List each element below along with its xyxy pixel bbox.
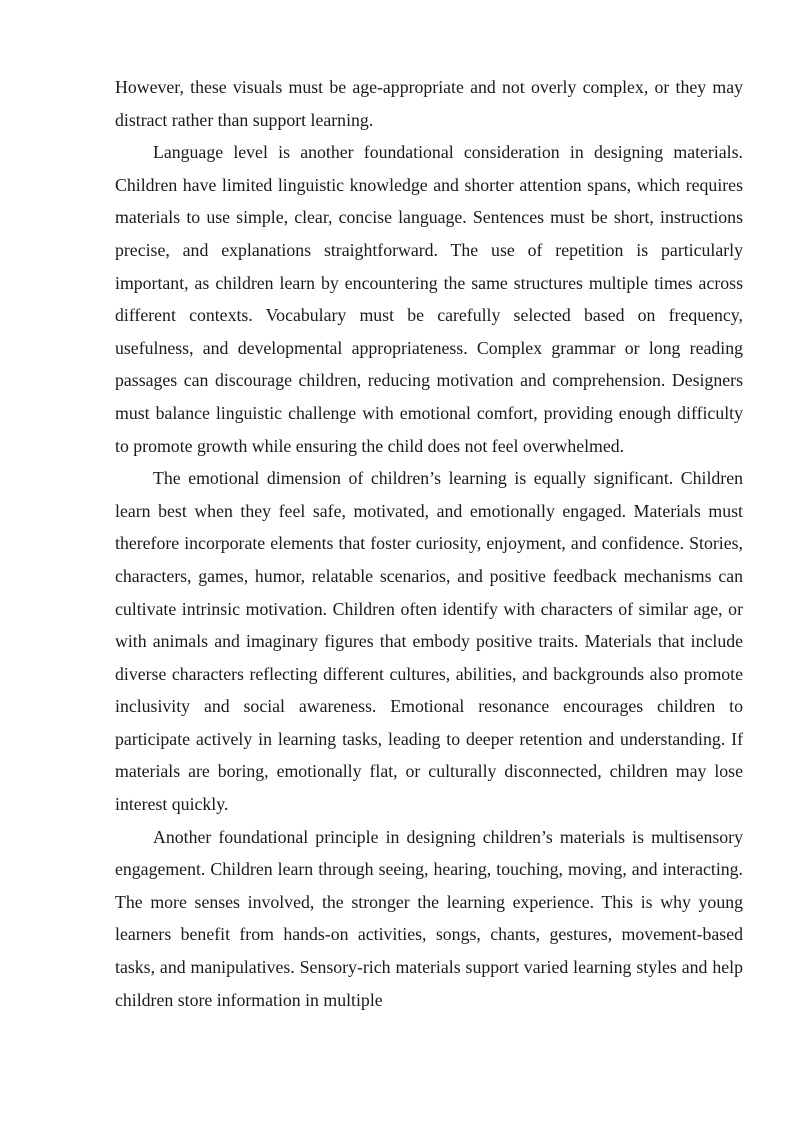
paragraph-emotional-dimension: The emotional dimension of children’s learning is equally significant. Children learn best when they feel safe, motivated, and emotionally engaged. Materials must therefore incorporate elements that foster curiosity, enjoyment, and confidence. Stories, characters, games, humor, relatable scenarios, and positive feedback mechanisms can cultivate intrinsic motivation. Children often identify with characters of similar age, or with animals and imaginary figures that embody positive traits. Materials that include diverse characters reflecting different cultures, abilities, and backgrounds also promote inclusivity and social awareness. Emotional resonance encourages children to participate actively in learning tasks, leading to deeper retention and understanding. If materials are boring, emotionally flat, or culturally disconnected, children may lose interest quickly. xyxy=(115,468,743,815)
paragraph-continuation: However, these visuals must be age-appropriate and not overly complex, or they may distract rather than support learning. xyxy=(115,77,743,130)
paragraph-language-level: Language level is another foundational consideration in designing materials. Children have limited linguistic knowledge and shorter attention spans, which requires materials to use simple, clear, concise language. Sentences must be short, instructions precise, and explanations straightforward. The use of repetition is particularly important, as children learn by encountering the same structures multiple times across different contexts. Vocabulary must be carefully selected based on frequency, usefulness, and developmental appropriateness. Complex grammar or long reading passages can discourage children, reducing motivation and comprehension. Designers must balance linguistic challenge with emotional comfort, providing enough difficulty to promote growth while ensuring the child does not feel overwhelmed. xyxy=(115,142,743,456)
paragraph-multisensory-engagement: Another foundational principle in designing children’s materials is multisensory engagement. Children learn through seeing, hearing, touching, moving, and interacting. The more senses involved, the stronger the learning experience. This is why young learners benefit from hands-on activities, songs, chants, gestures, movement-based tasks, and manipulatives. Sensory-rich materials support varied learning styles and help children store information in multiple xyxy=(115,826,743,1010)
document-page xyxy=(115,71,743,1016)
